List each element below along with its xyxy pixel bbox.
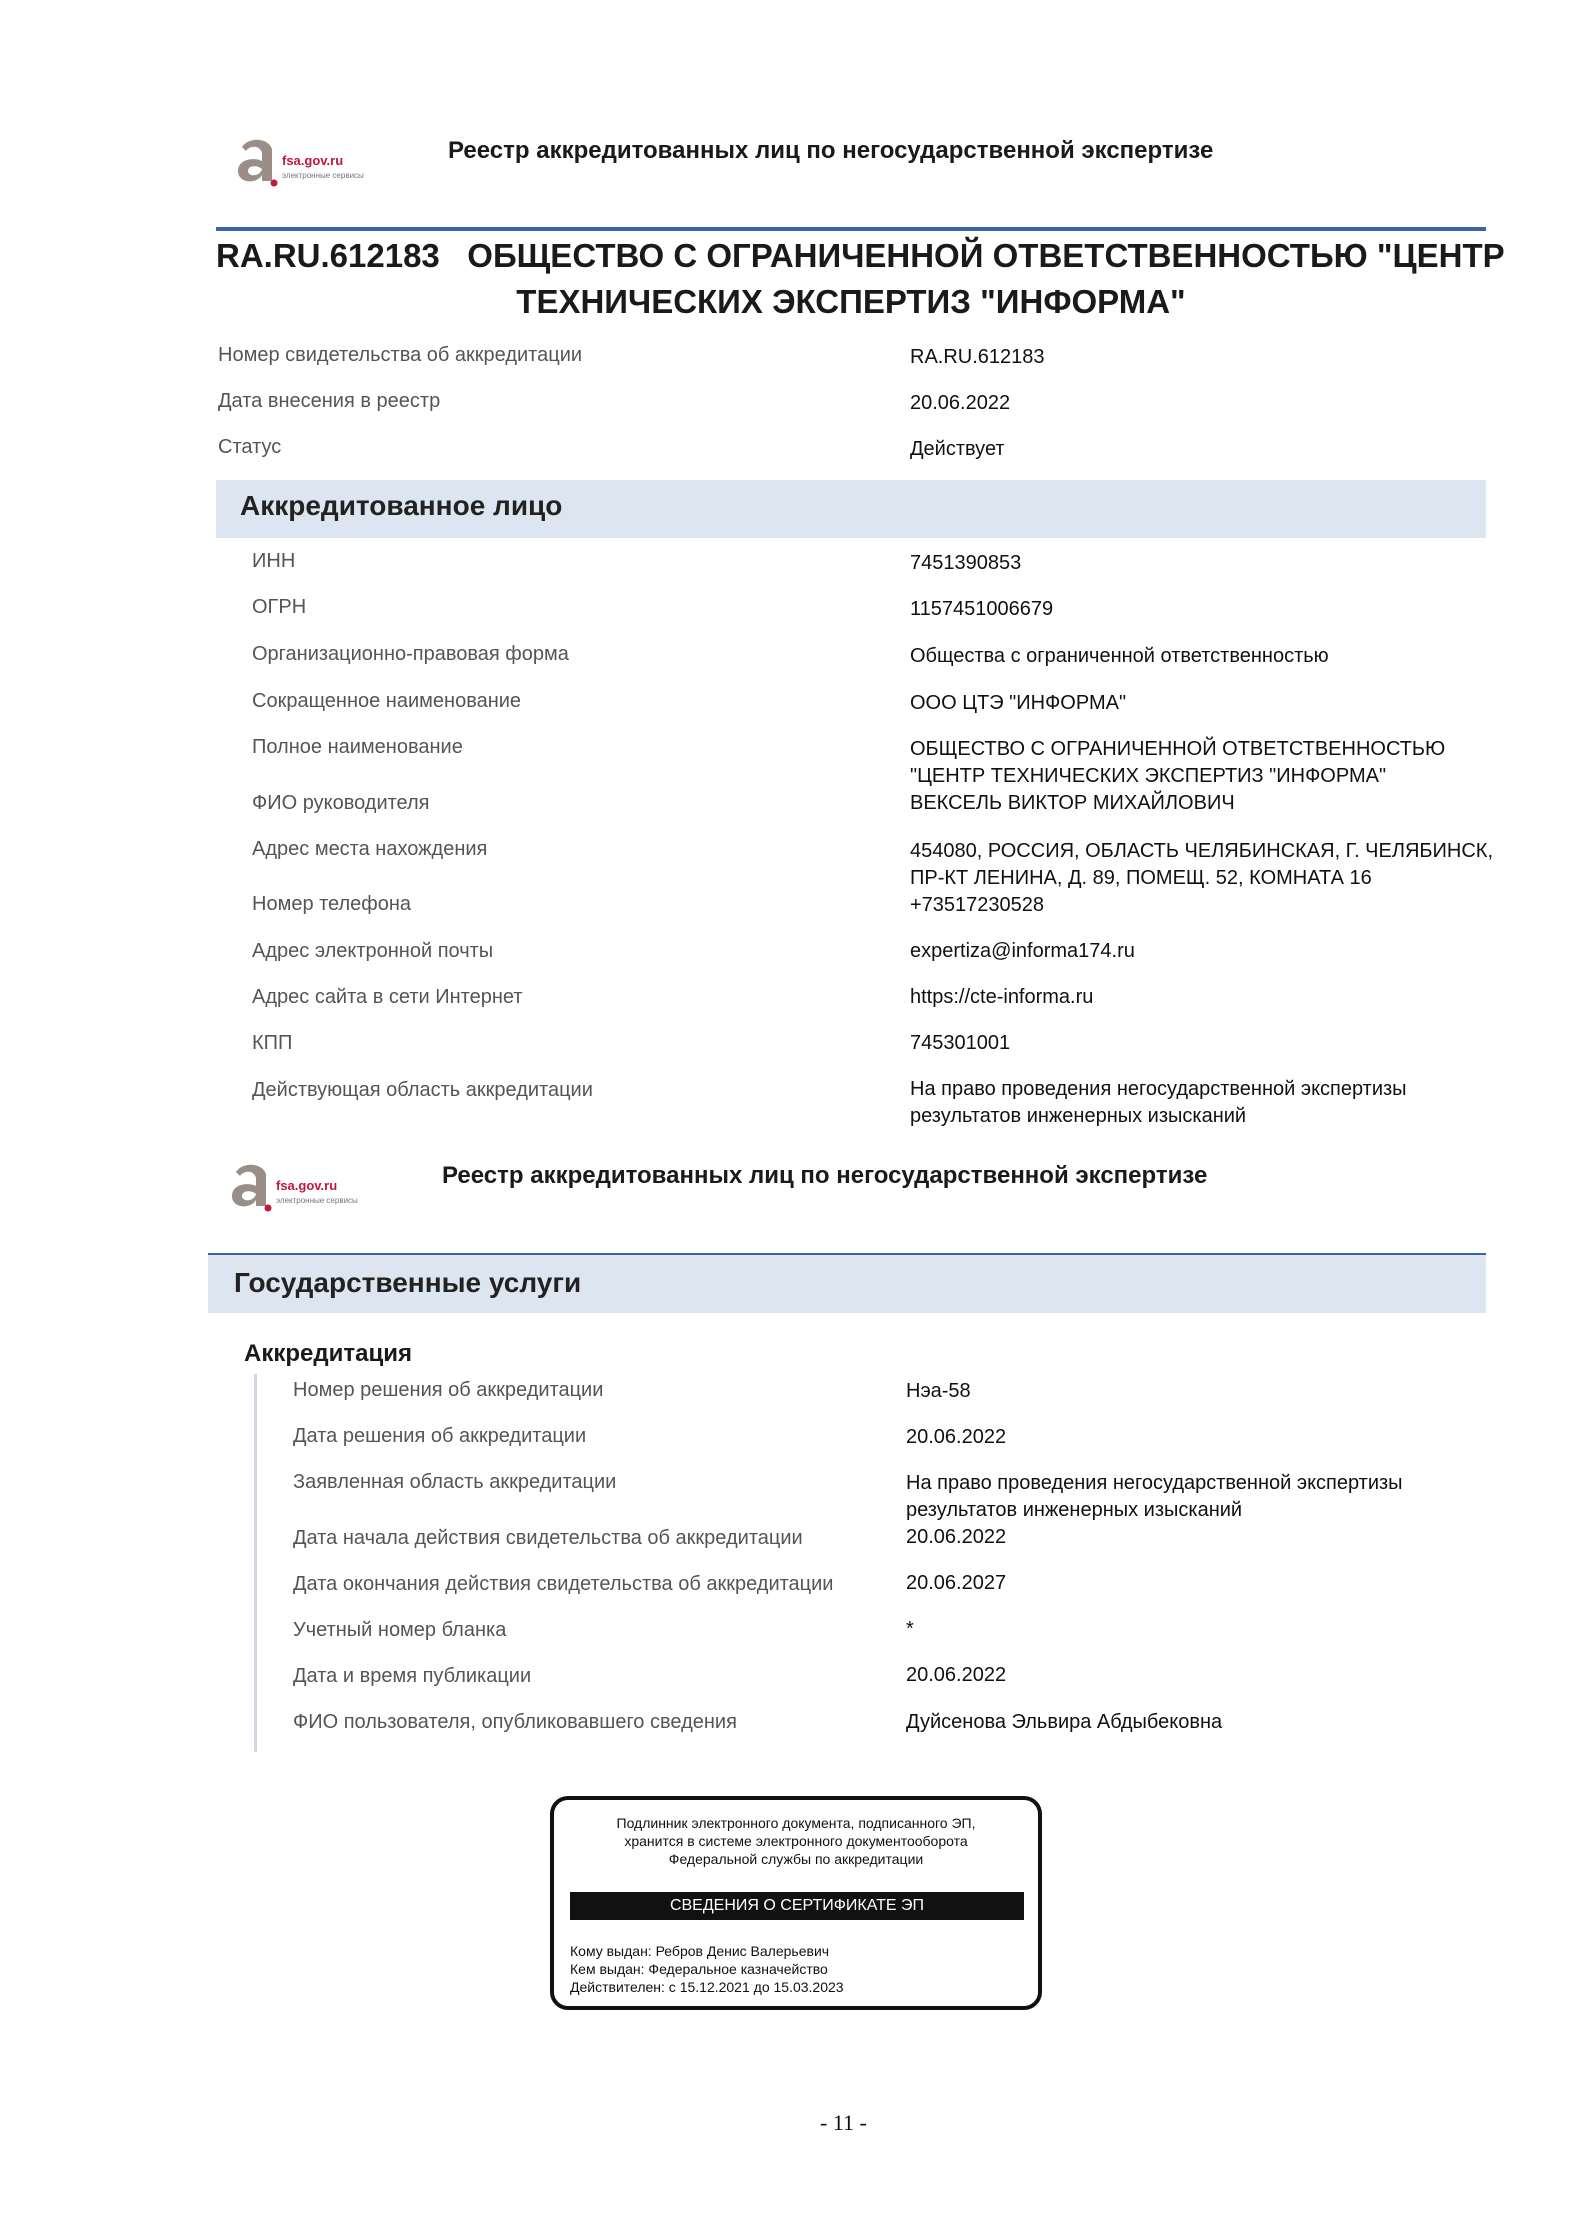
entity-label: Номер телефона bbox=[252, 893, 412, 915]
fsa-logo bbox=[234, 133, 394, 193]
entity-value: ООО ЦТЭ "ИНФОРМА" bbox=[910, 692, 1127, 714]
title-line-2: ТЕХНИЧЕСКИХ ЭКСПЕРТИЗ "ИНФОРМА" bbox=[516, 283, 1186, 320]
entity-value: Общества с ограниченной ответственностью bbox=[910, 645, 1329, 667]
service-value: 20.06.2022 bbox=[906, 1664, 1007, 1686]
entity-section-band bbox=[216, 480, 1486, 538]
stamp-notice bbox=[554, 1814, 1038, 1868]
entity-label: КПП bbox=[252, 1032, 293, 1054]
entity-value: ОБЩЕСТВО С ОГРАНИЧЕННОЙ ОТВЕТСТВЕННОСТЬЮ bbox=[910, 738, 1446, 760]
services-section-heading: Государственные услуги bbox=[234, 1267, 582, 1298]
entity-label: Адрес сайта в сети Интернет bbox=[252, 986, 523, 1008]
entity-label: Организационно-правовая форма bbox=[252, 643, 569, 665]
stamp-issued-by: Кем выдан: Федеральное казначейство bbox=[570, 1961, 828, 1977]
service-label: Дата начала действия свидетельства об аккредитации bbox=[293, 1527, 803, 1549]
entity-label: ИНН bbox=[252, 550, 296, 572]
entity-label: ОГРН bbox=[252, 596, 307, 618]
entity-value: 454080, РОССИЯ, ОБЛАСТЬ ЧЕЛЯБИНСКАЯ, Г. ЧЕЛЯБИНСК, bbox=[910, 840, 1494, 862]
summary-value: 20.06.2022 bbox=[910, 392, 1011, 414]
fsa-logo bbox=[228, 1158, 388, 1218]
service-label: ФИО пользователя, опубликовавшего сведения bbox=[293, 1711, 737, 1733]
service-value: 20.06.2027 bbox=[906, 1572, 1007, 1594]
service-value: 20.06.2022 bbox=[906, 1426, 1007, 1448]
services-section-band bbox=[208, 1255, 1486, 1313]
registry-header-title: Реестр аккредитованных лиц по негосударственной экспертизе bbox=[442, 1162, 1208, 1189]
stamp-notice-line: Подлинник электронного документа, подписанного ЭП, bbox=[616, 1815, 976, 1831]
entity-value: На право проведения негосударственной экспертизы bbox=[910, 1078, 1407, 1100]
status-value: Действует bbox=[910, 438, 1005, 460]
entity-value: 745301001 bbox=[910, 1032, 1011, 1054]
entity-value: результатов инженерных изысканий bbox=[910, 1105, 1247, 1127]
service-label: Номер решения об аккредитации bbox=[293, 1379, 604, 1401]
entity-value: 1157451006679 bbox=[910, 598, 1054, 620]
logo-subtitle: электронные сервисы bbox=[276, 1196, 358, 1205]
summary-label: Статус bbox=[218, 436, 282, 458]
fsa-logo-icon bbox=[228, 1158, 274, 1212]
logo-domain: fsa.gov.ru bbox=[276, 1178, 338, 1193]
entity-value: ПР-КТ ЛЕНИНА, Д. 89, ПОМЕЩ. 52, КОМНАТА 16 bbox=[910, 867, 1372, 889]
entity-label: Полное наименование bbox=[252, 736, 463, 758]
accreditation-subheading: Аккредитация bbox=[244, 1340, 412, 1367]
page-number: - 11 - bbox=[820, 2110, 867, 2135]
service-value: На право проведения негосударственной экспертизы bbox=[906, 1472, 1403, 1494]
service-value: 20.06.2022 bbox=[906, 1526, 1007, 1548]
entity-value: https://cte-informa.ru bbox=[910, 986, 1094, 1008]
stamp-certificate-bar: СВЕДЕНИЯ О СЕРТИФИКАТЕ ЭП bbox=[570, 1892, 1024, 1920]
service-label: Дата окончания действия свидетельства об аккредитации bbox=[293, 1573, 834, 1595]
stamp-notice-line: Федеральной службы по аккредитации bbox=[668, 1851, 924, 1867]
logo-domain: fsa.gov.ru bbox=[282, 153, 344, 168]
header-rule bbox=[216, 227, 1486, 231]
stamp-notice-line: хранится в системе электронного документооборота bbox=[624, 1833, 968, 1849]
service-value: * bbox=[906, 1618, 914, 1640]
summary-label: Дата внесения в реестр bbox=[218, 390, 441, 412]
summary-value: RA.RU.612183 bbox=[910, 346, 1045, 368]
signature-stamp bbox=[550, 1796, 1042, 2010]
accreditation-vertical-line bbox=[254, 1374, 257, 1752]
stamp-issued-to: Кому выдан: Ребров Денис Валерьевич bbox=[570, 1943, 830, 1959]
summary-label: Номер свидетельства об аккредитации bbox=[218, 344, 583, 366]
entity-label: Сокращенное наименование bbox=[252, 690, 522, 712]
service-label: Дата решения об аккредитации bbox=[293, 1425, 587, 1447]
entity-value: expertiza@informa174.ru bbox=[910, 940, 1135, 962]
entity-value: +73517230528 bbox=[910, 894, 1045, 916]
registry-header-title: Реестр аккредитованных лиц по негосударственной экспертизе bbox=[448, 137, 1214, 164]
entity-value: ВЕКСЕЛЬ ВИКТОР МИХАЙЛОВИЧ bbox=[910, 792, 1235, 814]
stamp-validity: Действителен: с 15.12.2021 до 15.03.2023 bbox=[570, 1979, 844, 1995]
entity-label: ФИО руководителя bbox=[252, 792, 430, 814]
service-value: Дуйсенова Эльвира Абдыбековна bbox=[906, 1711, 1223, 1733]
entity-value: "ЦЕНТР ТЕХНИЧЕСКИХ ЭКСПЕРТИЗ "ИНФОРМА" bbox=[910, 765, 1387, 787]
fsa-logo-icon bbox=[234, 133, 280, 187]
entity-value: 7451390853 bbox=[910, 552, 1022, 574]
service-label: Заявленная область аккредитации bbox=[293, 1471, 617, 1493]
entity-label: Действующая область аккредитации bbox=[252, 1079, 593, 1101]
service-label: Дата и время публикации bbox=[293, 1665, 532, 1687]
service-value: Нэа-58 bbox=[906, 1380, 971, 1402]
entity-label: Адрес места нахождения bbox=[252, 838, 488, 860]
title-line-1: RA.RU.612183 ОБЩЕСТВО С ОГРАНИЧЕННОЙ ОТВЕТСТВЕННОСТЬЮ "ЦЕНТР bbox=[216, 237, 1505, 274]
page-title bbox=[216, 233, 1505, 325]
service-value: результатов инженерных изысканий bbox=[906, 1499, 1243, 1521]
logo-subtitle: электронные сервисы bbox=[282, 171, 364, 180]
entity-label: Адрес электронной почты bbox=[252, 940, 494, 962]
entity-section-heading: Аккредитованное лицо bbox=[240, 490, 563, 521]
service-label: Учетный номер бланка bbox=[293, 1619, 507, 1641]
